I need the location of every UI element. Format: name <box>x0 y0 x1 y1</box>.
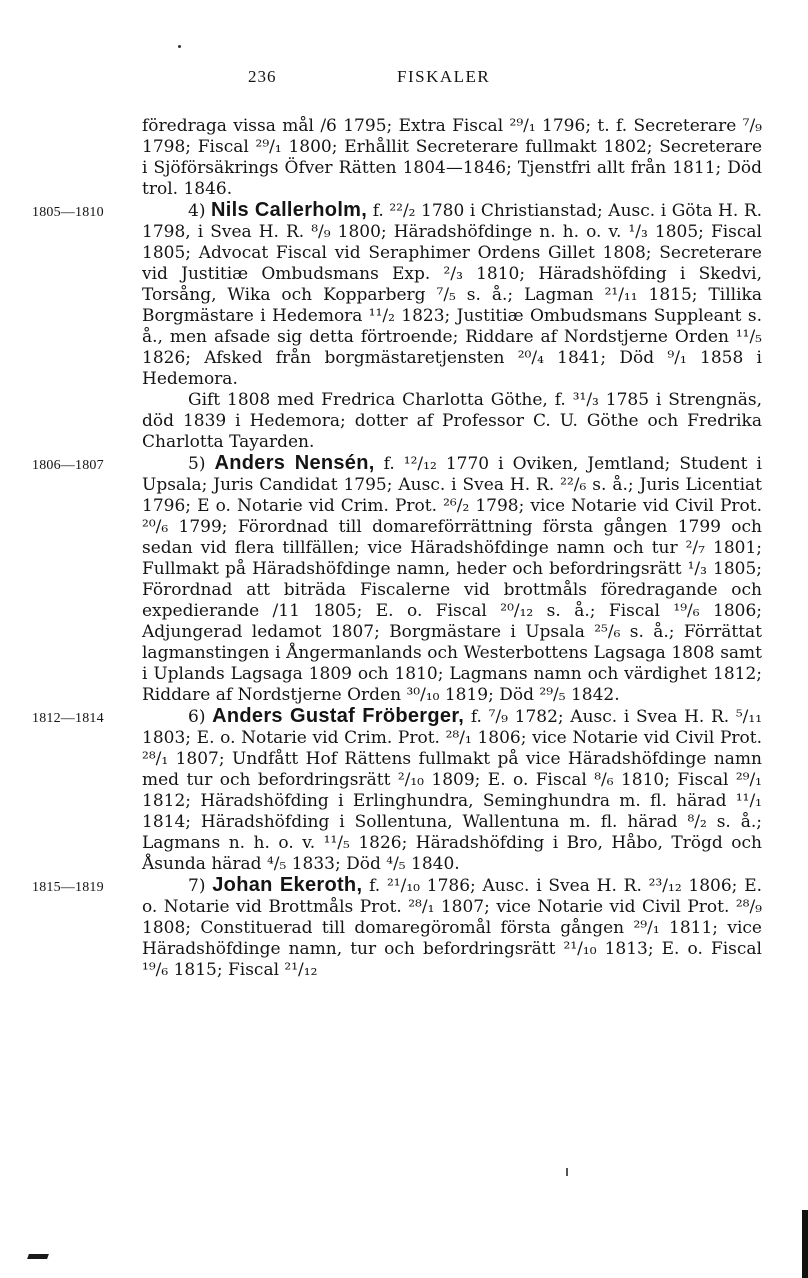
entry-text: f. ²¹/₁₀ 1786; Ausc. i Svea H. R. ²³/₁₂ 1806; E. o. Notarie vid Brottmåls Prot. ²⁸/₁ 1807; vice Notarie vid Civil Prot. ²⁸/₉ 1808; Constituerad till domaregöromål första gången ²⁹/₁ 1811; vice Häradshöfdinge namn, tur och befordringsrätt ²¹/₁₀ 1813; E. o. Fiscal ¹⁹/₆ 1815; Fiscal ²¹/₁₂ <box>142 876 763 980</box>
page-binding-shadow <box>802 1210 808 1278</box>
entry-body <box>142 706 762 875</box>
entry-4 <box>32 199 763 453</box>
entry-years: 1815—1819 <box>32 880 104 895</box>
entry-text: f. ¹²/₁₂ 1770 i Oviken, Jemtland; Student i Upsala; Juris Candidat 1795; Ausc. i Svea H. R. ²²/₆ s. å.; Juris Licentiat 1796; E o. Notarie vid Crim. Prot. ²⁶/₂ 1798; vice Notarie vid Civil Prot. ²⁰/₆ 1799; Förordnad till domareförrättning första gången 1799 och sedan vid flera tillfällen; vice Häradshöfdinge namn och tur ²/₇ 1801; Fullmakt på Häradshöfdinge namn, heder och befordringsrätt ¹/₃ 1805; Förordnad att biträda Fiscalerne vid brottmåls föredragande och expedierande /11 1805; E. o. Fiscal ²⁰/₁₂ s. å.; Fiscal ¹⁹/₆ 1806; Adjungerad ledamot 1807; Borgmästare i Upsala ²⁵/₆ s. å.; Förrättat lagmanstingen i Ångermanlands och Westerbottens Lagsaga 1808 samt i Uplands Lagsaga 1809 och 1810; Lagmans namn och värdighet 1812; Riddare af Nordstjerne Orden ³⁰/₁₀ 1819; Död ²⁹/₅ 1842. <box>142 454 762 705</box>
entry-body <box>142 200 762 390</box>
entry-number: 4) <box>188 201 206 221</box>
entry-name: Anders Nensén, <box>214 452 375 474</box>
entry-number: 5) <box>188 454 206 474</box>
entry-name: Johan Ekeroth, <box>212 874 363 896</box>
intro-paragraph: föredraga vissa mål /6 1795; Extra Fiscal ²⁹/₁ 1796; t. f. Secreterare ⁷/₉ 1798; Fiscal ²⁹/₁ 1800; Erhållit Secreterare fullmakt 1802; Secreterare i Sjöförsäkrings Öfver Rätten 1804—1846; Tjenstfri allt från 1811; Död trol. 1846. <box>142 116 762 199</box>
entry-marriage: Gift 1808 med Fredrica Charlotta Göthe, f. ³¹/₃ 1785 i Strengnäs, död 1839 i Hedemora; dotter af Professor C. U. Göthe och Fredrika Charlotta Tayarden. <box>142 390 762 452</box>
entry-name: Nils Callerholm, <box>211 199 368 221</box>
entry-6 <box>32 705 763 875</box>
entry-number: 6) <box>188 707 206 727</box>
entry-7 <box>32 874 763 981</box>
page-edge-mark <box>27 1254 49 1259</box>
entry-years: 1806—1807 <box>32 458 104 473</box>
entry-5 <box>32 452 762 706</box>
entry-body <box>142 875 762 981</box>
page-header <box>0 67 808 91</box>
print-speck <box>178 45 181 48</box>
main-text <box>32 116 763 981</box>
entry-years: 1812—1814 <box>32 711 104 726</box>
entry-text: f. ⁷/₉ 1782; Ausc. i Svea H. R. ⁵/₁₁ 1803; E. o. Notarie vid Crim. Prot. ²⁸/₁ 1806; vice Notarie vid Civil Prot. ²⁸/₁ 1807; Undfått Hof Rättens fullmakt på vice Häradshöfdinge namn med tur och befordringsrätt ²/₁₀ 1809; E. o. Fiscal ⁸/₆ 1810; Fiscal ²⁹/₁ 1812; Häradshöfding i Erlinghundra, Seminghundra m. fl. härad ¹¹/₁ 1814; Häradshöfding i Sollentuna, Wallentuna m. fl. härad ⁸/₂ s. å.; Lagmans n. h. o. v. ¹¹/₅ 1826; Häradshöfding i Bro, Håbo, Trögd och Åsunda härad ⁴/₅ 1833; Död ⁴/₅ 1840. <box>142 707 763 874</box>
page-number: 236 <box>248 67 277 86</box>
entry-name: Anders Gustaf Fröberger, <box>212 705 465 727</box>
entry-text: f. ²²/₂ 1780 i Christianstad; Ausc. i Göta H. R. 1798, i Svea H. R. ⁸/₉ 1800; Häradshöfdinge n. h. o. v. ¹/₃ 1805; Fiscal 1805; Advocat Fiscal vid Seraphimer Ordens Gillet 1808; Secreterare vid Justitiæ Ombudsmans Exp. ²/₃ 1810; Häradshöfding i Skedvi, Torsång, Wika och Kopparberg ⁷/₅ s. å.; Lagman ²¹/₁₁ 1815; Tillika Borgmästare i Hedemora ¹¹/₂ 1823; Justitiæ Ombudsmans Suppleant s. å., men afsade sig detta förtroende; Riddare af Nordstjerne Orden ¹¹/₅ 1826; Afsked från borgmästaretjensten ²⁰/₄ 1841; Död ⁹/₁ 1858 i Hedemora. <box>142 201 763 389</box>
print-speck-small <box>566 1168 568 1176</box>
running-title: FISKALER <box>397 67 491 86</box>
entry-years: 1805—1810 <box>32 205 104 220</box>
entry-body <box>142 453 762 706</box>
entry-number: 7) <box>188 876 206 896</box>
